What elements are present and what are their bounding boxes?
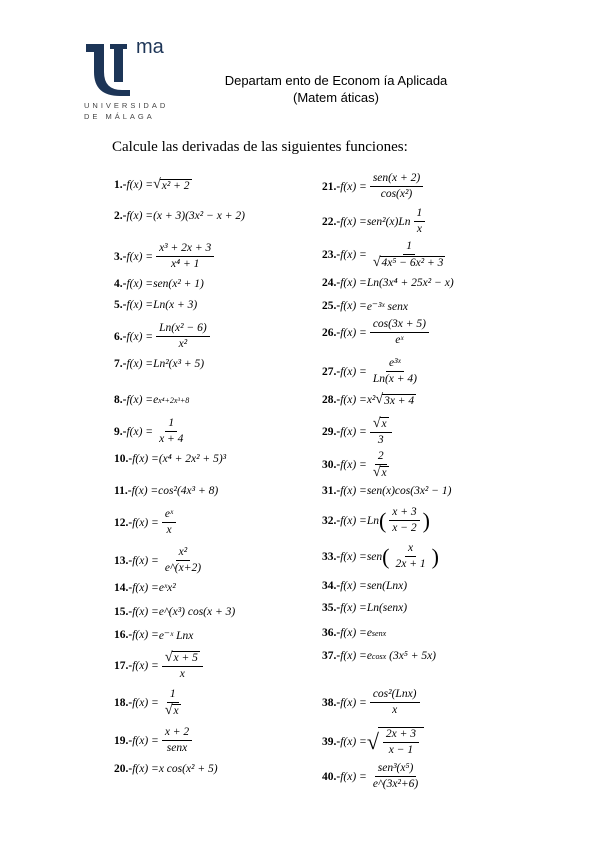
exercise-lhs: f(x) = (340, 277, 367, 289)
department-line-1: Departam ento de Econom ía Aplicada (224, 73, 448, 88)
denominator (370, 465, 392, 480)
exercise-8 (114, 394, 189, 406)
numerator (162, 651, 203, 667)
exercise-lhs: f(x) = (340, 770, 367, 783)
fraction (370, 318, 429, 347)
exercise-lhs: f(x) = (340, 394, 367, 406)
exercise-20 (114, 763, 218, 775)
exercise-lhs: f(x) = (126, 299, 154, 311)
denominator: cos(x²) (380, 188, 413, 200)
exercise-21 (322, 172, 426, 201)
exercise-16 (114, 628, 193, 642)
exercise-lhs: f(x) = (340, 426, 367, 438)
exercise-28 (322, 392, 416, 408)
exercise-lhs: f(x) = (340, 215, 367, 228)
exercise-12 (114, 508, 179, 537)
fraction (156, 417, 186, 446)
exercise-35 (322, 602, 407, 614)
exercise-expression: sen(x² + 1) (153, 278, 204, 290)
sqrt-icon: √ (366, 729, 379, 754)
denominator: x (179, 668, 185, 680)
exercise-19 (114, 726, 195, 755)
exponent: x⁴+2x³+8 (158, 395, 190, 405)
exercise-25 (322, 299, 408, 313)
exercise-lhs: f(x) = (340, 627, 367, 639)
exercise-10 (114, 453, 226, 465)
exercise-29 (322, 417, 395, 447)
exercise-expression: Ln(3x⁴ + 25x² − x) (366, 277, 454, 289)
exercise-number: 31.- (322, 485, 341, 497)
sqrt-icon: √ (375, 392, 384, 407)
exercise-number: 6.- (114, 330, 127, 343)
exercise-lhs: f(x) = (126, 425, 154, 438)
exercise-lhs: f(x) = (340, 736, 367, 748)
exercise-number: 11.- (114, 485, 132, 497)
numerator: sen³(x⁵) (375, 762, 417, 777)
denominator: 2x + 1 (395, 558, 426, 570)
exercise-number: 8.- (114, 394, 127, 406)
exercise-number: 23.- (322, 249, 341, 261)
exercise-38 (322, 688, 423, 717)
numerator: 2 (375, 450, 387, 465)
exponent: cosx (371, 651, 387, 661)
fraction (156, 322, 210, 351)
exercise-number: 2.- (114, 210, 127, 222)
exercise-expression: sen(Lnx) (366, 580, 408, 592)
numerator (370, 417, 392, 433)
radicand: 4x⁵ − 6x² + 3 (381, 257, 444, 269)
exercise-expression: Ln(x + 3) (153, 299, 198, 311)
exercise-lhs: f(x) = (340, 365, 367, 378)
exercise-number: 18.- (114, 697, 133, 709)
exercise-31 (322, 485, 451, 497)
exercise-number: 29.- (322, 426, 341, 438)
radicand: x (173, 705, 179, 717)
denominator: x⁴ + 1 (170, 258, 200, 270)
exercise-expression: e⁻ˣ Lnx (158, 630, 194, 642)
fraction (370, 357, 420, 386)
exercise-lhs: f(x) = (126, 330, 154, 343)
exercise-expression: cos²(4x³ + 8) (158, 485, 219, 497)
exercise-lhs: f(x) = (340, 602, 367, 614)
exercise-lhs: f(x) = (132, 606, 159, 618)
exercise-expression: sen (366, 550, 383, 563)
exercise-34 (322, 580, 407, 592)
logo-text: ma (136, 36, 164, 58)
exercise-lhs: f(x) = (132, 660, 159, 672)
exercise-14 (114, 582, 176, 594)
exercise-lhs: f(x) = (340, 300, 367, 312)
sqrt-icon: √ (372, 465, 381, 480)
department-line-2: (Matem áticas) (293, 90, 379, 105)
exercise-number: 24.- (322, 277, 341, 289)
exercise-number: 35.- (322, 602, 341, 614)
exercise-number: 40.- (322, 770, 341, 783)
exercise-number: 15.- (114, 606, 133, 618)
denominator: x − 1 (388, 744, 414, 756)
university-logo (84, 36, 169, 128)
exercise-11 (114, 485, 218, 497)
exercise-number: 37.- (322, 650, 341, 662)
fraction (389, 506, 419, 535)
exercise-24 (322, 277, 454, 289)
numerator: 1 (165, 417, 177, 432)
numerator: 1 (414, 207, 426, 222)
exercise-expression: eˣx² (158, 582, 176, 594)
exercise-number: 39.- (322, 736, 341, 748)
exercise-1 (114, 177, 192, 193)
numerator: 1 (403, 240, 415, 255)
exercise-expression: Ln²(x³ + 5) (153, 358, 205, 370)
fraction (370, 172, 423, 201)
fraction (162, 651, 203, 681)
right-paren: ) (422, 507, 430, 533)
exercise-lhs: f(x) = (126, 278, 154, 290)
exercise-number: 9.- (114, 425, 127, 438)
exercise-number: 21.- (322, 180, 341, 193)
exercise-lhs: f(x) = (340, 514, 367, 527)
exercise-number: 20.- (114, 763, 133, 775)
exercise-26 (322, 318, 432, 347)
exercise-33 (322, 542, 439, 571)
fraction (162, 688, 184, 718)
exercise-number: 28.- (322, 394, 341, 406)
exercise-40 (322, 762, 424, 791)
exercise-36 (322, 627, 386, 639)
numerator: x³ + 2x + 3 (156, 242, 214, 257)
exercise-number: 7.- (114, 358, 127, 370)
exercise-lhs: f(x) = (340, 696, 367, 709)
denominator: x (166, 524, 172, 536)
sqrt-icon: √ (153, 177, 161, 192)
exercise-30 (322, 450, 395, 480)
sqrt-icon: √ (164, 703, 173, 718)
exercise-expression: e (153, 394, 159, 406)
numerator: 2x + 3 (383, 728, 419, 743)
exercise-17 (114, 651, 206, 681)
sqrt-icon: √ (372, 416, 381, 431)
exercise-number: 26.- (322, 326, 341, 339)
exercise-4 (114, 278, 204, 290)
radicand: x² + 2 (161, 179, 190, 192)
fraction (414, 207, 426, 236)
exercise-lhs: f(x) = (340, 650, 367, 662)
exercise-lhs: f(x) = (340, 580, 367, 592)
exercise-32 (322, 506, 430, 535)
numerator: x + 2 (162, 726, 192, 741)
exercise-number: 5.- (114, 299, 127, 311)
exercise-number: 33.- (322, 550, 341, 563)
exercise-expression: (x + 3)(3x² − x + 2) (153, 210, 245, 222)
exercise-lhs: f(x) = (126, 394, 154, 406)
denominator: e^(3x²+6) (372, 778, 419, 790)
denominator: eˣ (395, 334, 404, 346)
radicand: 3x + 4 (384, 394, 415, 407)
exercise-number: 12.- (114, 516, 133, 529)
numerator: e³ˣ (386, 357, 404, 372)
fraction (370, 688, 420, 717)
radicand: x (381, 467, 387, 479)
numerator: Ln(x² − 6) (156, 322, 210, 337)
fraction (162, 546, 204, 575)
exercise-lhs: f(x) = (126, 179, 154, 191)
numerator: x² (176, 546, 191, 561)
exercise-number: 3.- (114, 250, 127, 263)
numerator: 1 (167, 688, 179, 703)
exercise-5 (114, 299, 197, 311)
exercise-15 (114, 606, 235, 618)
radicand: x + 5 (173, 652, 198, 664)
denominator: x² (178, 338, 188, 350)
exercise-expression: (x⁴ + 2x² + 5)³ (158, 453, 227, 465)
numerator: eˣ (162, 508, 176, 523)
numerator: cos²(Lnx) (370, 688, 420, 703)
sqrt-icon: √ (164, 650, 173, 665)
denominator (370, 255, 449, 270)
exercise-lhs: f(x) = (132, 516, 159, 529)
exercise-lhs: f(x) = (126, 210, 154, 222)
exercise-37 (322, 650, 436, 662)
fraction (162, 726, 192, 755)
denominator: x (392, 704, 398, 716)
exercise-lhs: f(x) = (132, 453, 159, 465)
exercise-lhs: f(x) = (340, 485, 367, 497)
exercise-3 (114, 242, 217, 271)
instructions: Calcule las derivadas de las siguientes funciones: (112, 139, 408, 155)
exercise-9 (114, 417, 189, 446)
exercise-expression: x² (366, 394, 376, 406)
radicand: x (381, 418, 387, 430)
exercise-number: 16.- (114, 629, 133, 641)
exercise-lhs: f(x) = (126, 250, 154, 263)
fraction (156, 242, 214, 271)
fraction (370, 762, 421, 791)
numerator: cos(3x + 5) (370, 318, 429, 333)
denominator: 3 (377, 434, 384, 446)
left-paren: ( (378, 507, 387, 533)
exercise-lhs: f(x) = (340, 249, 367, 261)
exercise-expression: x cos(x² + 5) (158, 763, 218, 775)
exercise-expression: e (366, 627, 372, 639)
exercise-6 (114, 322, 213, 351)
exercise-lhs: f(x) = (340, 550, 367, 563)
exercise-22 (322, 207, 428, 236)
exercise-number: 27.- (322, 365, 341, 378)
exercise-expression: e (366, 650, 372, 662)
exercise-number: 17.- (114, 660, 133, 672)
exercise-expression: sen(x)cos(3x² − 1) (366, 485, 452, 497)
denominator: e^(x+2) (164, 562, 202, 574)
exercise-lhs: f(x) = (340, 326, 367, 339)
exercise-39 (322, 727, 424, 757)
exercise-expression: Ln (366, 514, 379, 527)
denominator: x − 2 (392, 522, 417, 534)
denominator: x + 4 (159, 433, 184, 445)
fraction (370, 240, 449, 270)
exercise-number: 32.- (322, 514, 341, 527)
exercise-number: 36.- (322, 627, 341, 639)
exercise-7 (114, 358, 204, 370)
denominator: Ln(x + 4) (372, 373, 417, 385)
exercise-number: 34.- (322, 580, 341, 592)
exercise-number: 38.- (322, 696, 341, 709)
department-title (216, 72, 456, 106)
exercise-number: 30.- (322, 459, 341, 471)
exercise-expression: e⁻³ˣ senx (366, 301, 408, 313)
exercise-expression: sen²(x)Ln (366, 215, 411, 228)
exercise-lhs: f(x) = (132, 554, 159, 567)
exercise-number: 1.- (114, 179, 127, 191)
exercise-number: 4.- (114, 278, 127, 290)
exercise-lhs: f(x) = (126, 358, 154, 370)
radical (378, 727, 424, 757)
numerator: sen(x + 2) (370, 172, 423, 187)
exercise-expression-tail: (3x⁵ + 5x) (389, 650, 437, 662)
exercise-2 (114, 210, 245, 222)
denominator: x (416, 223, 422, 235)
exercise-number: 22.- (322, 215, 341, 228)
exercise-23 (322, 240, 451, 270)
fraction (370, 450, 392, 480)
logo-university: UNIVERSIDAD DE MÁLAGA (84, 101, 169, 121)
fraction (370, 417, 392, 447)
right-paren: ) (431, 543, 439, 569)
exercise-expression: e^(x³) cos(x + 3) (158, 606, 236, 618)
sqrt-icon: √ (372, 255, 381, 270)
denominator (162, 703, 184, 718)
exercise-lhs: f(x) = (132, 763, 159, 775)
numerator: x + 3 (389, 506, 419, 521)
exercise-lhs: f(x) = (132, 697, 159, 709)
exercise-number: 14.- (114, 582, 133, 594)
exercise-27 (322, 357, 423, 386)
exercise-lhs: f(x) = (340, 180, 367, 193)
fraction (162, 508, 176, 537)
exercise-13 (114, 546, 207, 575)
left-paren: ( (382, 543, 390, 569)
fraction (392, 542, 428, 571)
numerator: x (405, 542, 416, 557)
exercise-lhs: f(x) = (131, 485, 159, 497)
exercise-lhs: f(x) = (340, 459, 367, 471)
exercise-number: 19.- (114, 734, 133, 747)
exercise-expression: Ln(senx) (366, 602, 408, 614)
fraction (383, 728, 419, 757)
exercise-number: 10.- (114, 453, 133, 465)
exponent: senx (371, 628, 387, 638)
exercise-lhs: f(x) = (132, 734, 159, 747)
exercise-number: 25.- (322, 300, 341, 312)
exercise-18 (114, 688, 187, 718)
denominator: senx (166, 742, 188, 754)
exercise-lhs: f(x) = (132, 629, 159, 641)
exercise-lhs: f(x) = (132, 582, 159, 594)
exercise-number: 13.- (114, 554, 133, 567)
